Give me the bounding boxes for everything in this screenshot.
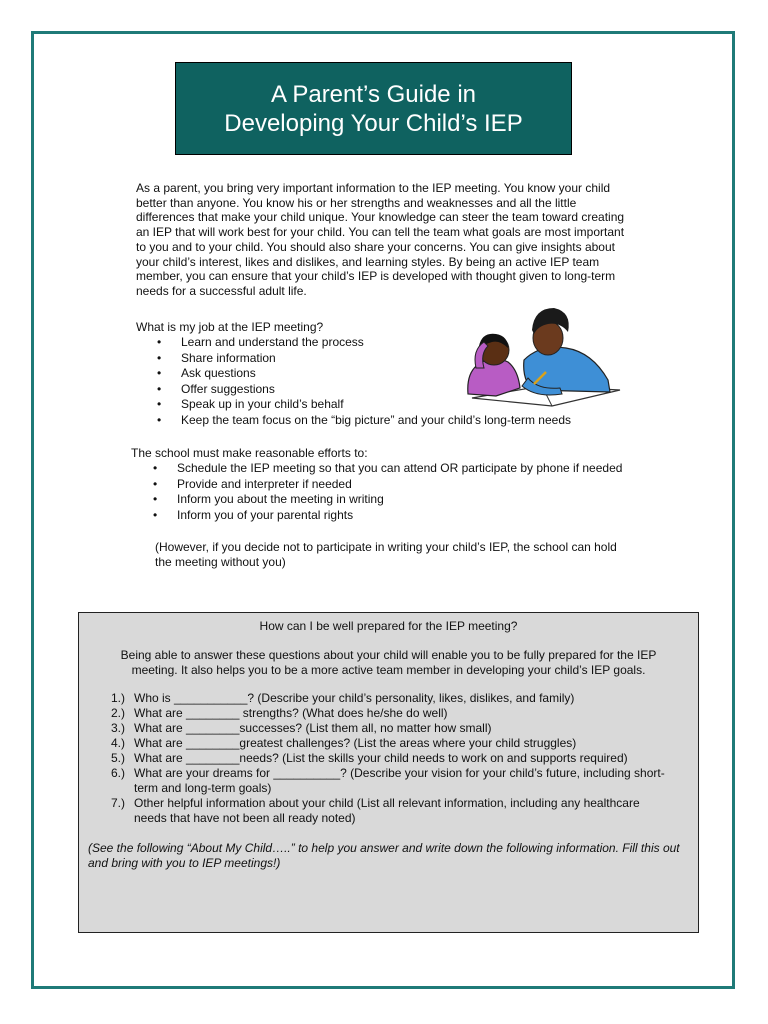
question-number: 1.) <box>111 691 126 705</box>
question-list <box>111 691 671 826</box>
bullet-icon: • <box>153 476 158 491</box>
question-item <box>111 796 671 826</box>
title-banner <box>175 62 572 155</box>
list-item-text: Ask questions <box>181 366 256 381</box>
list-item <box>153 461 623 477</box>
title-line-1: A Parent’s Guide in <box>270 80 477 108</box>
question-number: 5.) <box>111 751 126 765</box>
question-item <box>111 766 671 796</box>
preparation-title: How can I be well prepared for the IEP meeting? <box>259 619 518 633</box>
list-item-text: Speak up in your child’s behalf <box>181 397 344 412</box>
question-text: What are your dreams for __________? (Describe your vision for your child’s future, including short-term and long-term goals) <box>134 766 665 795</box>
bullet-icon: • <box>157 397 162 412</box>
bullet-icon: • <box>157 412 162 427</box>
question-item <box>111 721 671 736</box>
question-item <box>111 691 671 706</box>
school-list <box>153 461 623 523</box>
bullet-icon: • <box>157 366 162 381</box>
bullet-icon: • <box>153 492 158 507</box>
question-item <box>111 751 671 766</box>
preparation-box <box>78 612 699 933</box>
question-text: Who is ___________? (Describe your child’s personality, likes, dislikes, and family) <box>134 691 575 705</box>
list-item-text: Learn and understand the process <box>181 335 364 349</box>
intro-paragraph: As a parent, you bring very important information to the IEP meeting. You know your child better than anyone. You know his or her strengths and weaknesses and all the little differences that make your child unique. Your knowledge can steer the team toward creating an IEP that will work best for your child. You can tell the team what goals are most important to you and to your child. You should also share your concerns. You can give insights about your child’s interest, likes and dislikes, and learning styles. By being an active IEP team member, you can ensure that your child’s IEP is developed with thought given to long-term needs for a successful adult life. <box>136 181 625 298</box>
question-text: What are ________needs? (List the skills your child needs to work on and supports required) <box>134 751 628 765</box>
bullet-icon: • <box>157 335 162 349</box>
preparation-intro: Being able to answer these questions about your child will enable you to be fully prepared for the IEP meeting. It also helps you to be a more active team member in developing your child’s IEP goals. <box>120 648 657 677</box>
bullet-icon: • <box>153 461 158 475</box>
question-number: 6.) <box>111 766 126 780</box>
list-item <box>153 477 623 493</box>
list-item-text: Schedule the IEP meeting so that you can attend OR participate by phone if needed <box>177 461 623 475</box>
question-number: 7.) <box>111 796 126 810</box>
list-item <box>153 508 623 524</box>
question-number: 4.) <box>111 736 126 750</box>
parent-and-child-reading-illustration <box>462 298 622 412</box>
question-text: What are ________greatest challenges? (List the areas where your child struggles) <box>134 736 577 750</box>
bullet-icon: • <box>157 381 162 396</box>
title-line-2: Developing Your Child’s IEP <box>224 109 523 137</box>
preparation-footer-note: (See the following “About My Child…..” to help you answer and write down the following information. Fill this out and bring with you to IEP meetings!) <box>88 841 680 870</box>
list-item-text: Keep the team focus on the “big picture” and your child’s long-term needs <box>181 412 571 427</box>
list-item-text: Inform you about the meeting in writing <box>177 492 384 507</box>
bullet-icon: • <box>153 507 158 522</box>
question-text: What are ________ strengths? (What does he/she do well) <box>134 706 448 720</box>
list-item-text: Provide and interpreter if needed <box>177 476 352 491</box>
question-number: 2.) <box>111 706 126 720</box>
question-text: What are ________successes? (List them all, no matter how small) <box>134 721 492 735</box>
bullet-icon: • <box>157 350 162 365</box>
list-item <box>157 413 617 429</box>
school-note: (However, if you decide not to participate in writing your child’s IEP, the school can hold the meeting without you) <box>155 540 617 569</box>
question-text: Other helpful information about your child (List all relevant information, including any healthcare needs that have not been all ready noted) <box>134 796 640 825</box>
question-item <box>111 736 671 751</box>
list-item-text: Share information <box>181 350 276 365</box>
job-heading: What is my job at the IEP meeting? <box>136 320 324 334</box>
question-number: 3.) <box>111 721 126 735</box>
list-item <box>153 492 623 508</box>
school-heading: The school must make reasonable efforts to: <box>131 446 368 460</box>
list-item-text: Inform you of your parental rights <box>177 507 354 522</box>
list-item-text: Offer suggestions <box>181 381 275 396</box>
question-item <box>111 706 671 721</box>
